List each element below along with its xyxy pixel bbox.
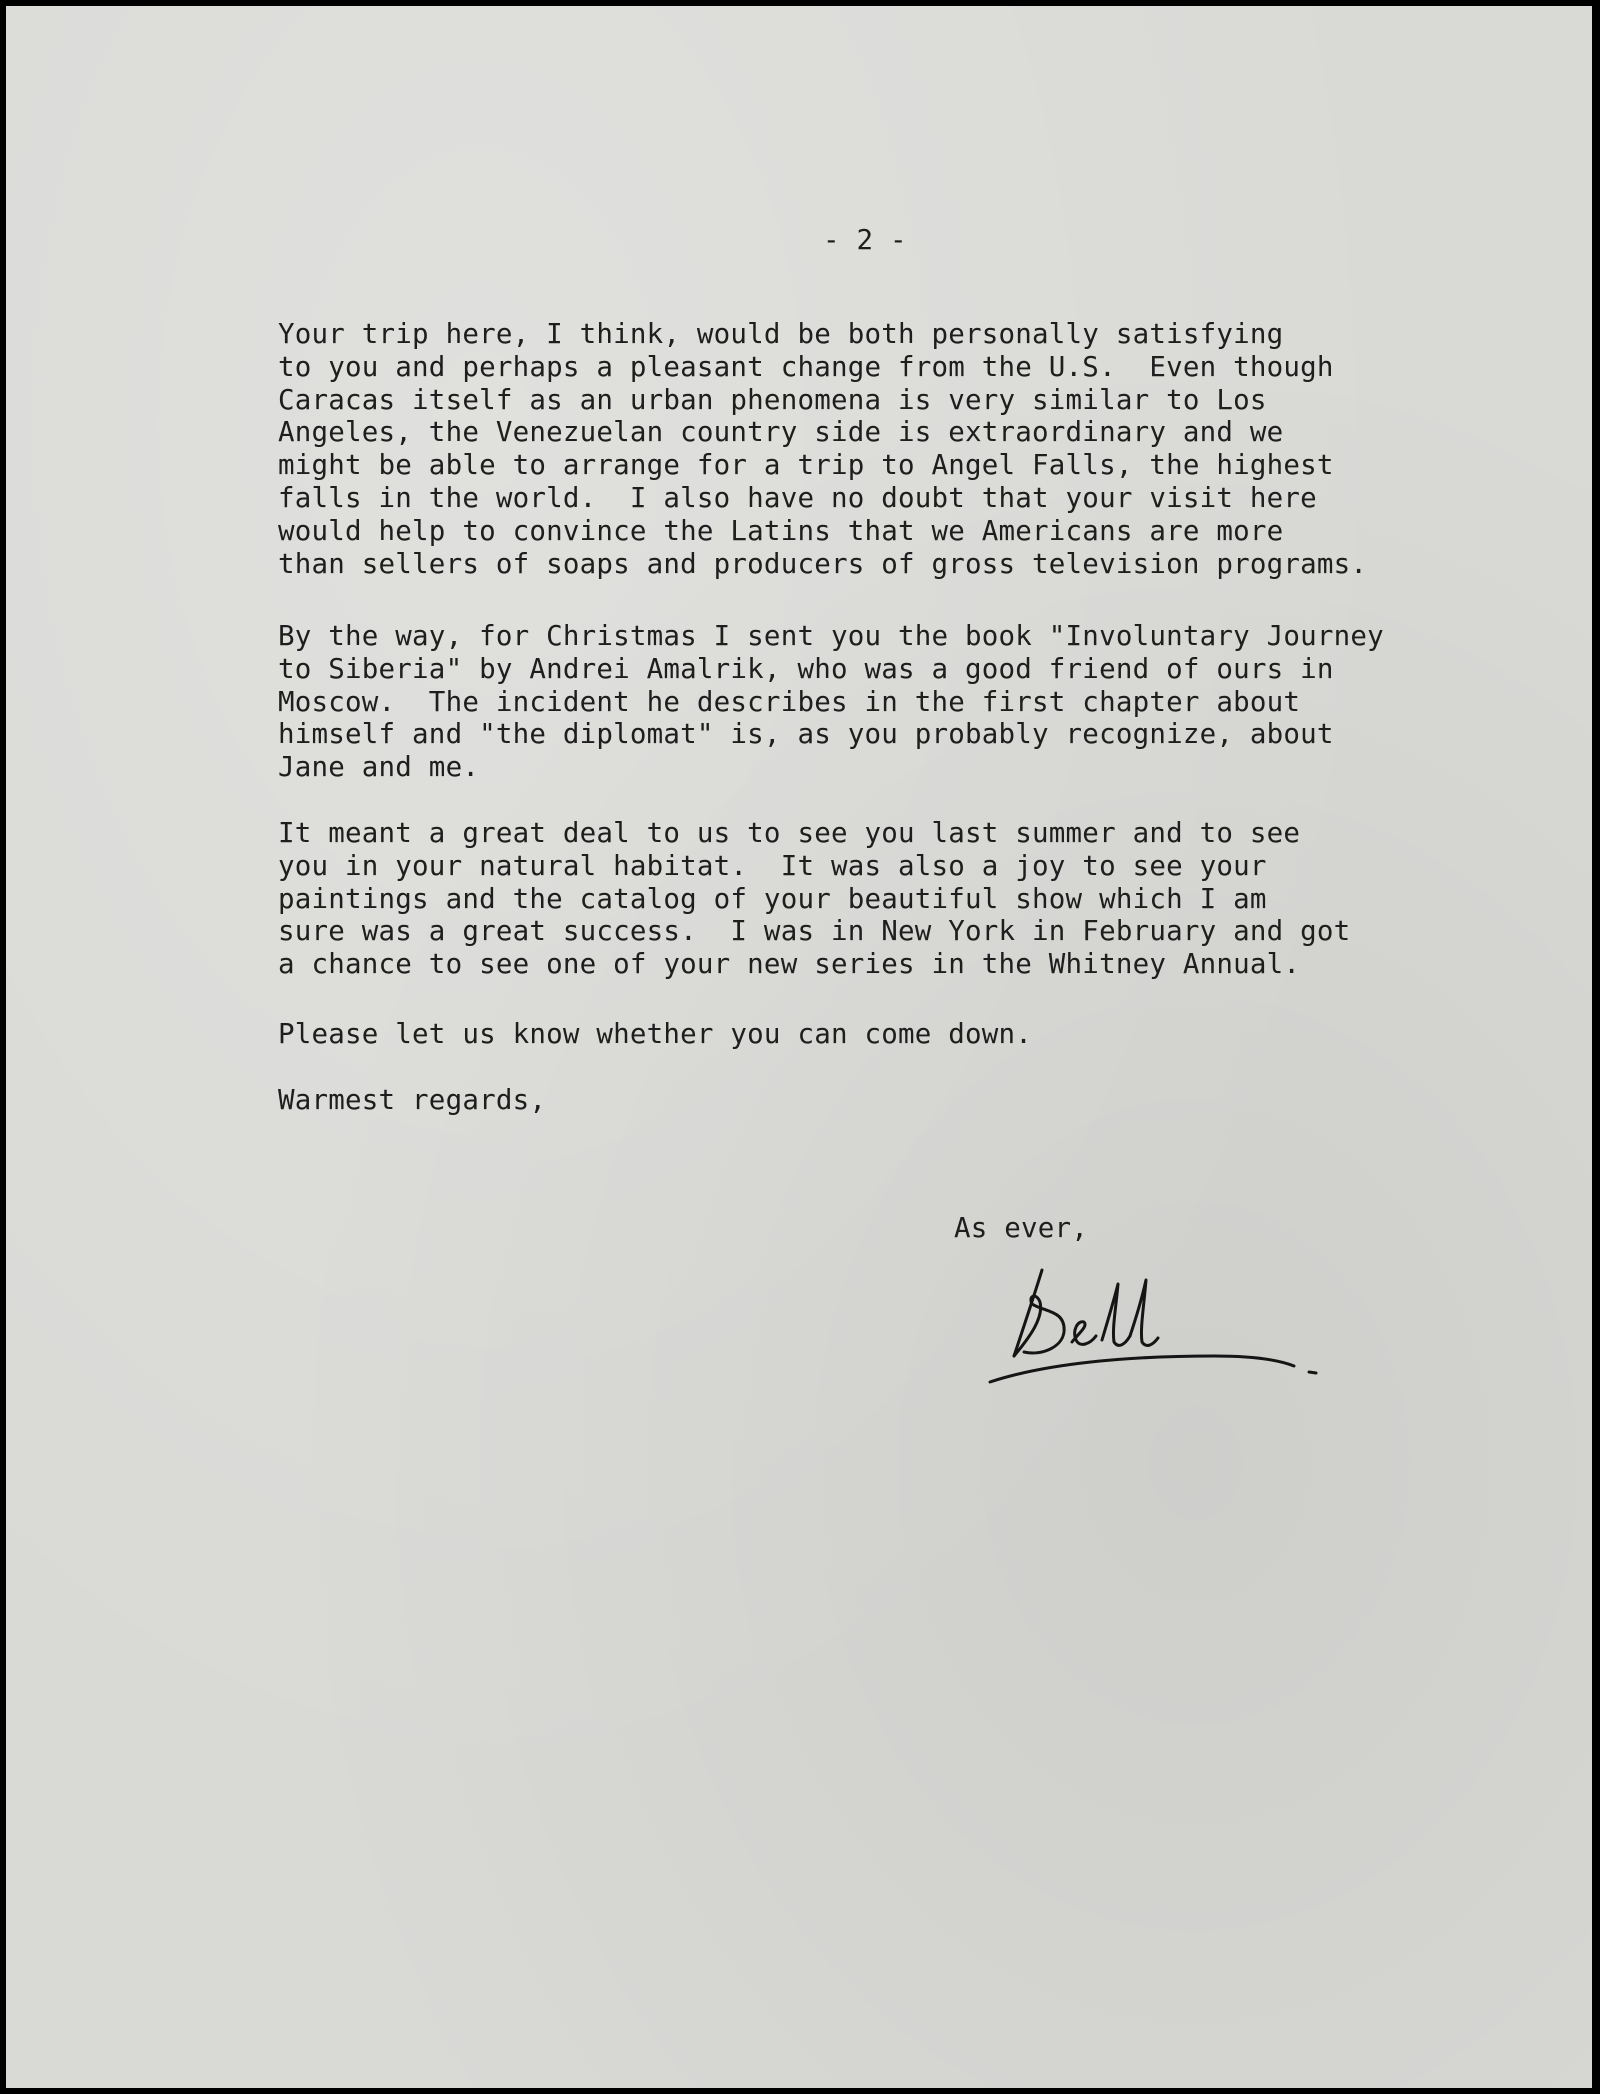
paragraph-book: By the way, for Christmas I sent you the book "Involuntary Journey to Siberia" by Andrei Amalrik, who was a good friend of ours in Moscow. The incident he describes in the first chapter about himself and "the diplomat" is, as you probably recognize, about Jane and me. xyxy=(278,620,1384,784)
paragraph-visit: It meant a great deal to us to see you last summer and to see you in your natural habitat. It was also a joy to see your paintings and the catalog of your beautiful show which I am sure was a great success. I was in New York in February and got a chance to see one of your new series in the Whitney Annual. xyxy=(278,817,1351,981)
letter-page xyxy=(6,6,1592,2088)
paragraph-trip: Your trip here, I think, would be both personally satisfying to you and perhaps a pleasant change from the U.S. Even though Caracas itself as an urban phenomena is very similar to Los Angeles, the Venezuelan country side is extraordinary and we might be able to arrange for a trip to Angel Falls, the highest falls in the world. I also have no doubt that your visit here would help to convince the Latins that we Americans are more than sellers of soaps and producers of gross television programs. xyxy=(278,318,1368,580)
page-number: - 2 - xyxy=(823,224,907,256)
handwritten-signature xyxy=(984,1256,1324,1386)
paragraph-request: Please let us know whether you can come down. xyxy=(278,1018,1033,1050)
valediction: As ever, xyxy=(954,1212,1089,1244)
closing-line: Warmest regards, xyxy=(278,1084,547,1116)
